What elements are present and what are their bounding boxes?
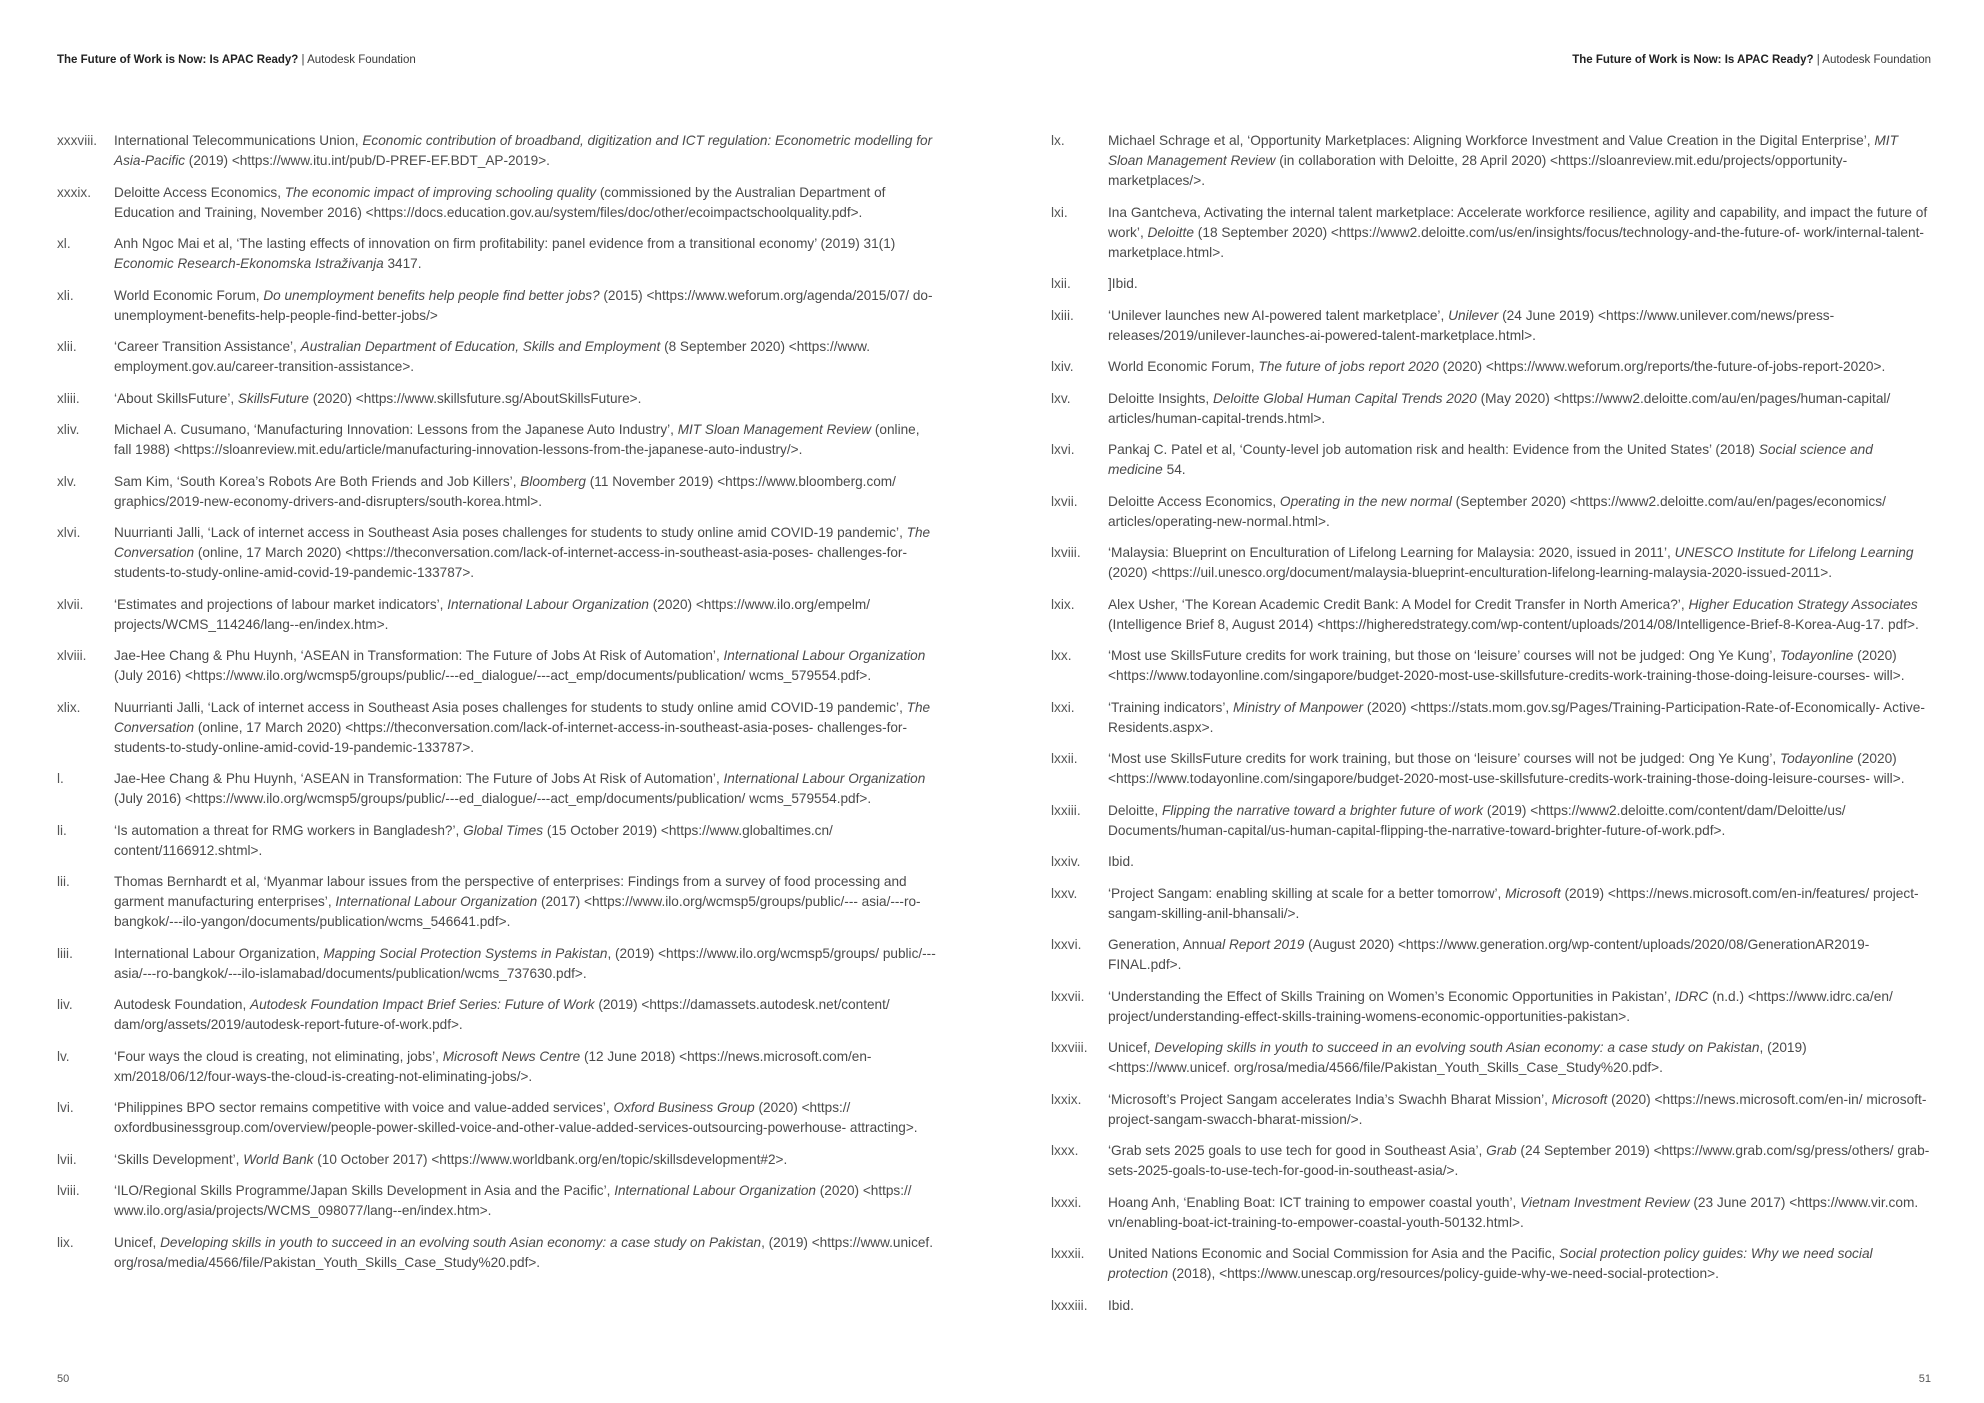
endnote-segment: (2020) <https://www.todayonline.com/singapore/budget-2020-most-use-skillsfuture-credits-work-training-those-doing-leisure-courses- will>.	[1108, 751, 1905, 786]
endnote-segment: 54.	[1162, 462, 1186, 477]
endnote-italic-segment: International Labour Organization	[723, 648, 926, 663]
endnote-item	[1051, 935, 1931, 975]
endnote-number: xliv.	[57, 422, 80, 437]
endnote-italic-segment: Deloitte	[1147, 224, 1194, 240]
endnote-segment: World Economic Forum,	[1108, 359, 1259, 374]
endnote-segment: Nuurrianti Jalli, ‘Lack of internet access in Southeast Asia poses challenges for students to study online amid COVID-19 pandemic’,	[114, 525, 907, 540]
endnote-text	[1108, 274, 1931, 294]
endnote-text	[114, 1233, 937, 1273]
endnote-item	[1051, 698, 1931, 738]
endnote-segment: Ibid.	[1108, 854, 1134, 869]
endnote-item	[1051, 1296, 1931, 1316]
endnote-segment: Ibid.	[1108, 1297, 1134, 1313]
endnote-italic-segment: Todayonline	[1780, 751, 1854, 766]
endnote-segment: 3417.	[383, 256, 422, 271]
endnote-number: lxiii.	[1051, 307, 1074, 323]
endnote-text	[114, 337, 937, 377]
endnote-text	[1108, 852, 1931, 872]
endnote-segment: (2018), <https://www.unescap.org/resources/policy-guide-why-we-need-social-protection>.	[1168, 1266, 1719, 1281]
endnote-number: lviii.	[57, 1183, 80, 1198]
endnote-text	[114, 472, 937, 512]
endnote-item	[57, 472, 937, 512]
endnote-number: xlix.	[57, 699, 81, 715]
endnote-italic-segment: Microsoft	[1505, 885, 1561, 901]
page-number-right: 51	[1918, 1373, 1931, 1385]
endnote-segment: Generation, Annu	[1108, 937, 1215, 952]
endnote-segment: Sam Kim, ‘South Korea’s Robots Are Both Friends and Job Killers’,	[114, 473, 521, 489]
endnote-segment: Deloitte Access Economics,	[114, 184, 285, 200]
page-left	[57, 0, 937, 1403]
endnote-segment: (May 2020) <https://www2.deloitte.com/au/en/pages/human-capital/ articles/human-capital-trends.html>.	[1108, 390, 1891, 426]
endnote-item	[57, 389, 937, 409]
endnote-text	[1108, 1141, 1931, 1181]
endnote-segment: ‘Skills Development’,	[114, 1151, 244, 1167]
endnote-italic-segment: International Labour Organization	[335, 894, 538, 909]
endnote-item	[1051, 389, 1931, 429]
header-title: The Future of Work is Now: Is APAC Ready?	[57, 54, 299, 66]
endnote-number: lix.	[57, 1234, 74, 1250]
endnote-text	[1108, 749, 1931, 789]
endnote-italic-segment: Todayonline	[1780, 648, 1854, 663]
endnote-text	[1108, 1090, 1931, 1130]
endnote-text	[114, 872, 937, 932]
endnote-number: lx.	[1051, 133, 1065, 148]
endnote-italic-segment: Developing skills in youth to succeed in an evolving south Asian economy: a case study on Pakistan	[160, 1234, 762, 1250]
endnote-segment: Autodesk Foundation,	[114, 997, 251, 1012]
endnote-item	[57, 944, 937, 984]
endnote-segment: (12 June 2018) <https://news.microsoft.com/en- xm/2018/06/12/four-ways-the-cloud-is-creating-not-eliminating-jobs/>.	[114, 1048, 872, 1084]
endnote-text	[1108, 935, 1931, 975]
endnote-text	[114, 420, 937, 460]
endnote-segment: Michael Schrage et al, ‘Opportunity Marketplaces: Aligning Workforce Investment and Value Creation in the Digital Enterprise’,	[1108, 133, 1875, 148]
endnote-italic-segment: Australian Department of Education, Skills and Employment	[300, 339, 661, 354]
endnote-text	[114, 183, 937, 223]
endnote-segment: ‘About SkillsFuture’,	[114, 390, 238, 406]
endnote-segment: Alex Usher, ‘The Korean Academic Credit Bank: A Model for Credit Transfer in North America?’,	[1108, 596, 1689, 612]
running-header-right	[1051, 54, 1931, 66]
endnote-item	[57, 769, 937, 809]
endnote-number: lii.	[57, 874, 70, 889]
endnote-italic-segment: Vietnam Investment Review	[1520, 1194, 1690, 1210]
page-right	[1051, 0, 1931, 1403]
endnote-item	[1051, 801, 1931, 841]
endnote-segment: Deloitte Insights,	[1108, 390, 1213, 406]
endnote-segment: ‘Project Sangam: enabling skilling at scale for a better tomorrow’,	[1108, 885, 1506, 901]
endnote-italic-segment: Social protection policy guides: Why we need social protection	[1108, 1246, 1873, 1281]
endnote-text	[1108, 884, 1931, 924]
endnote-italic-segment: Global Times	[463, 822, 544, 838]
endnote-item	[57, 995, 937, 1035]
endnote-item	[57, 420, 937, 460]
endnote-italic-segment: UNESCO Institute for Lifelong Learning	[1674, 545, 1914, 560]
endnote-italic-segment: al Report 2019	[1214, 937, 1305, 952]
endnote-item	[1051, 852, 1931, 872]
endnote-segment: (2019) <https://www.itu.int/pub/D-PREF-EF.BDT_AP-2019>.	[185, 153, 550, 168]
endnote-item	[1051, 274, 1931, 294]
endnote-segment: (online, 17 March 2020) <https://theconversation.com/lack-of-internet-access-in-southeast-asia-poses- challenges-for-students-to-study-online-amid-covid-19-pandemic-133787>.	[114, 545, 907, 580]
endnote-text	[1108, 357, 1931, 377]
endnote-item	[1051, 1090, 1931, 1130]
endnote-segment: ‘Training indicators’,	[1108, 699, 1234, 715]
endnote-item	[57, 872, 937, 932]
endnote-italic-segment: IDRC	[1674, 988, 1709, 1004]
endnote-segment: Deloitte,	[1108, 802, 1163, 818]
endnote-number: lxxiv.	[1051, 854, 1081, 869]
endnote-item	[57, 1098, 937, 1138]
endnote-italic-segment: International Labour Organization	[614, 1183, 816, 1198]
endnote-segment: Pankaj C. Patel et al, ‘County-level job automation risk and health: Evidence from the United States’ (2018)	[1108, 442, 1759, 457]
endnote-segment: , (2019) <https://www.unicef. org/rosa/media/4566/file/Pakistan_Youth_Skills_Case_Study%20.pdf>.	[114, 1234, 933, 1270]
endnote-number: lxi.	[1051, 204, 1068, 220]
endnote-segment: (2017) <https://www.ilo.org/wcmsp5/groups/public/--- asia/---ro-bangkok/---ilo-yangon/documents/publication/wcms_546641.pdf>.	[114, 894, 921, 929]
endnote-number: lxxii.	[1051, 751, 1078, 766]
endnote-number: lxv.	[1051, 390, 1071, 406]
endnote-item	[1051, 1193, 1931, 1233]
endnote-segment: (2020) <https://news.microsoft.com/en-in/ microsoft-project-sangam-swacch-bharat-mission/>.	[1108, 1091, 1927, 1127]
endnote-italic-segment: Autodesk Foundation Impact Brief Series: Future of Work	[250, 997, 595, 1012]
endnote-segment: ‘Four ways the cloud is creating, not eliminating, jobs’,	[114, 1048, 443, 1064]
endnote-number: xxxviii.	[57, 133, 98, 148]
endnote-number: xxxix.	[57, 184, 91, 200]
endnote-item	[57, 337, 937, 377]
endnote-text	[114, 1150, 937, 1170]
endnote-segment: International Telecommunications Union,	[114, 133, 363, 148]
endnote-item	[1051, 1141, 1931, 1181]
endnote-number: lv.	[57, 1048, 70, 1064]
endnote-item	[1051, 543, 1931, 583]
endnote-item	[1051, 357, 1931, 377]
endnote-text	[1108, 801, 1931, 841]
endnote-italic-segment: Unilever	[1448, 307, 1499, 323]
endnote-segment: (2020) <https://uil.unesco.org/document/malaysia-blueprint-enculturation-lifelong-learning-malaysia-2020-issued-2011>.	[1108, 565, 1833, 580]
endnote-italic-segment: The economic impact of improving schooling quality	[284, 184, 597, 200]
endnote-italic-segment: The Conversation	[114, 699, 931, 735]
endnote-item	[1051, 595, 1931, 635]
endnote-segment: (2020) <https://www.skillsfuture.sg/AboutSkillsFuture>.	[308, 390, 642, 406]
endnote-number: lxiv.	[1051, 359, 1074, 374]
endnote-text	[114, 1047, 937, 1087]
endnote-segment: (2019) <https://www2.deloitte.com/content/dam/Deloitte/us/ Documents/human-capital/us-human-capital-flipping-the-narrative-toward-brighter-future-of-work.pdf>.	[1108, 802, 1846, 838]
header-title: The Future of Work is Now: Is APAC Ready?	[1572, 54, 1814, 66]
page-number-left: 50	[57, 1373, 70, 1385]
endnote-item	[57, 131, 937, 171]
endnote-segment: (September 2020) <https://www2.deloitte.com/au/en/pages/economics/ articles/operating-new-normal.html>.	[1108, 493, 1886, 529]
endnote-number: xlii.	[57, 339, 77, 354]
endnote-italic-segment: International Labour Organization	[447, 596, 649, 612]
endnote-segment: Deloitte Access Economics,	[1108, 493, 1280, 509]
endnote-text	[1108, 987, 1931, 1027]
endnote-item	[1051, 1244, 1931, 1284]
endnote-item	[57, 234, 937, 274]
endnote-item	[1051, 306, 1931, 346]
endnote-item	[1051, 131, 1931, 191]
endnote-text	[1108, 595, 1931, 635]
endnotes-list-right	[1051, 131, 1931, 1327]
endnote-italic-segment: SkillsFuture	[237, 390, 309, 406]
endnote-italic-segment: Mapping Social Protection Systems in Pakistan	[323, 945, 608, 961]
endnote-segment: (2015) <https://www.weforum.org/agenda/2015/07/ do-unemployment-benefits-help-people-find-better-jobs/>	[114, 287, 933, 323]
header-separator: |	[1816, 54, 1820, 66]
endnote-text	[1108, 131, 1931, 191]
endnote-segment: (2020) <https:// oxfordbusinessgroup.com/overview/people-power-skilled-voice-and-other-value-added-services-outsourcing-powerhouse- attracting>.	[114, 1100, 918, 1135]
endnote-segment: Michael A. Cusumano, ‘Manufacturing Innovation: Lessons from the Japanese Auto Industry’,	[114, 422, 678, 437]
endnote-item	[57, 183, 937, 223]
endnote-text	[1108, 1244, 1931, 1284]
endnote-segment: Unicef,	[114, 1234, 161, 1250]
endnote-segment: (n.d.) <https://www.idrc.ca/en/ project/understanding-effect-skills-training-womens-economic-opportunities-pakistan>.	[1108, 988, 1893, 1024]
endnote-segment: (2020) <https://www.todayonline.com/singapore/budget-2020-most-use-skillsfuture-credits-work-training-those-doing-leisure-courses- will>.	[1108, 648, 1905, 683]
endnote-number: lxxvii.	[1051, 988, 1085, 1004]
endnote-number: xlvii.	[57, 596, 84, 612]
endnote-segment: United Nations Economic and Social Commission for Asia and the Pacific,	[1108, 1246, 1560, 1261]
endnote-number: lxx.	[1051, 648, 1072, 663]
endnote-segment: Anh Ngoc Mai et al, ‘The lasting effects of innovation on firm profitability: panel evidence from a transitional economy’ (2019) 31(1)	[114, 236, 896, 251]
endnote-number: lvi.	[57, 1100, 74, 1115]
endnote-number: liii.	[57, 945, 73, 961]
endnote-segment: (10 October 2017) <https://www.worldbank.org/en/topic/skillsdevelopment#2>.	[313, 1151, 788, 1167]
endnote-segment: ‘ILO/Regional Skills Programme/Japan Skills Development in Asia and the Pacific’,	[114, 1183, 615, 1198]
endnote-segment: (24 September 2019) <https://www.grab.com/sg/press/others/ grab-sets-2025-goals-to-use-tech-for-good-in-southeast-asia/>.	[1108, 1143, 1930, 1178]
endnote-italic-segment: The future of jobs report 2020	[1258, 359, 1439, 374]
endnote-segment: (in collaboration with Deloitte, 28 April 2020) <https://sloanreview.mit.edu/projects/opportunity- marketplaces/>.	[1108, 153, 1848, 188]
endnote-text	[1108, 1296, 1931, 1316]
endnote-segment: ‘Career Transition Assistance’,	[114, 339, 301, 354]
endnote-italic-segment: Operating in the new normal	[1279, 493, 1452, 509]
endnote-number: lxxxi.	[1051, 1194, 1082, 1210]
endnote-text	[114, 821, 937, 861]
endnote-segment: (15 October 2019) <https://www.globaltimes.cn/ content/1166912.shtml>.	[114, 822, 833, 858]
endnote-item	[1051, 492, 1931, 532]
header-org: Autodesk Foundation	[1822, 54, 1931, 66]
endnote-text	[114, 698, 937, 758]
endnote-item	[57, 1150, 937, 1170]
endnote-item	[1051, 1038, 1931, 1078]
endnote-text	[1108, 389, 1931, 429]
endnote-number: lxxix.	[1051, 1091, 1082, 1107]
endnote-segment: ‘Estimates and projections of labour market indicators’,	[114, 596, 448, 612]
endnote-text	[1108, 1193, 1931, 1233]
endnote-segment: (August 2020) <https://www.generation.org/wp-content/uploads/2020/08/GenerationAR2019- FINAL.pdf>.	[1108, 937, 1870, 972]
endnote-number: lxxx.	[1051, 1143, 1079, 1158]
endnote-segment: World Economic Forum,	[114, 287, 264, 303]
endnote-text	[114, 1098, 937, 1138]
endnote-segment: (24 June 2019) <https://www.unilever.com/news/press- releases/2019/unilever-launches-ai-powered-talent-marketplace.html>.	[1108, 307, 1835, 343]
endnote-text	[1108, 203, 1931, 263]
header-org: Autodesk Foundation	[307, 54, 416, 66]
endnote-text	[114, 595, 937, 635]
endnote-italic-segment: Social science and medicine	[1108, 442, 1873, 477]
endnote-item	[1051, 749, 1931, 789]
endnote-segment: (Intelligence Brief 8, August 2014) <https://higheredstrategy.com/wp-content/uploads/2014/08/Intelligence-Brief-8-Korea-Aug-17. pdf>.	[1108, 616, 1919, 632]
endnote-italic-segment: MIT Sloan Management Review	[1108, 133, 1898, 168]
endnote-segment: (23 June 2017) <https://www.vir.com. vn/enabling-boat-ict-training-to-empower-coastal-youth-50132.html>.	[1108, 1194, 1919, 1230]
endnote-segment: (online, fall 1988) <https://sloanreview.mit.edu/article/manufacturing-innovation-lessons-from-the-japanese-auto-industry/>.	[114, 422, 920, 457]
endnote-text	[114, 646, 937, 686]
endnote-item	[57, 821, 937, 861]
endnote-number: lxxxiii.	[1051, 1297, 1088, 1313]
endnote-number: lxxvi.	[1051, 937, 1082, 952]
endnote-segment: (2020) <https://www.ilo.org/empelm/ projects/WCMS_114246/lang--en/index.htm>.	[114, 596, 870, 632]
endnote-segment: ‘Microsoft’s Project Sangam accelerates India’s Swachh Bharat Mission’,	[1108, 1091, 1552, 1107]
endnote-segment: ‘Grab sets 2025 goals to use tech for good in Southeast Asia’,	[1108, 1143, 1487, 1158]
endnote-item	[57, 698, 937, 758]
endnote-segment: (July 2016) <https://www.ilo.org/wcmsp5/groups/public/---ed_dialogue/---act_emp/documents/publication/ wcms_579554.pdf>.	[114, 791, 872, 806]
endnote-number: lxxviii.	[1051, 1040, 1088, 1055]
endnote-text	[1108, 1038, 1931, 1078]
endnote-text	[1108, 492, 1931, 532]
endnote-number: li.	[57, 822, 67, 838]
endnote-number: lxvii.	[1051, 493, 1078, 509]
endnote-segment: (2020) <https:// www.ilo.org/asia/projects/WCMS_098077/lang--en/index.htm>.	[114, 1183, 912, 1218]
endnote-number: lvii.	[57, 1151, 77, 1167]
endnote-segment: Ina Gantcheva, Activating the internal talent marketplace: Accelerate workforce resilience, agility and capability, and impact the future of work’,	[1108, 204, 1928, 240]
endnote-segment: (11 November 2019) <https://www.bloomberg.com/ graphics/2019-new-economy-drivers-and-disrupters/south-korea.html>.	[114, 473, 896, 509]
endnote-italic-segment: The Conversation	[114, 525, 931, 560]
endnote-segment: ‘Is automation a threat for RMG workers in Bangladesh?’,	[114, 822, 464, 838]
endnote-text	[114, 286, 937, 326]
endnote-item	[57, 286, 937, 326]
endnote-segment: Jae-Hee Chang & Phu Huynh, ‘ASEAN in Transformation: The Future of Jobs At Risk of Automation’,	[114, 648, 724, 663]
endnote-number: liv.	[57, 997, 73, 1012]
endnote-segment: (July 2016) <https://www.ilo.org/wcmsp5/groups/public/---ed_dialogue/---act_emp/documents/publication/ wcms_579554.pdf>.	[114, 668, 872, 683]
endnote-text	[1108, 440, 1931, 480]
endnote-segment: , (2019) <https://www.unicef. org/rosa/media/4566/file/Pakistan_Youth_Skills_Case_Study%20.pdf>.	[1108, 1040, 1807, 1075]
endnote-number: lxxi.	[1051, 699, 1075, 715]
endnote-segment: Nuurrianti Jalli, ‘Lack of internet access in Southeast Asia poses challenges for students to study online amid COVID-19 pandemic’,	[114, 699, 907, 715]
endnote-italic-segment: International Labour Organization	[723, 771, 926, 786]
endnote-italic-segment: Oxford Business Group	[613, 1100, 755, 1115]
endnote-number: xliii.	[57, 390, 80, 406]
endnote-item	[1051, 203, 1931, 263]
endnote-segment: Hoang Anh, ‘Enabling Boat: ICT training to empower coastal youth’,	[1108, 1194, 1521, 1210]
endnote-italic-segment: Microsoft News Centre	[442, 1048, 581, 1064]
endnote-segment: (2019) <https://damassets.autodesk.net/content/ dam/org/assets/2019/autodesk-report-future-of-work.pdf>.	[114, 997, 890, 1032]
endnote-text	[114, 234, 937, 274]
endnote-item	[57, 523, 937, 583]
endnote-number: l.	[57, 771, 64, 786]
endnote-segment: (8 September 2020) <https://www. employment.gov.au/career-transition-assistance>.	[114, 339, 870, 374]
endnote-item	[1051, 440, 1931, 480]
endnote-segment: Unicef,	[1108, 1040, 1155, 1055]
endnote-segment: (commissioned by the Australian Department of Education and Training, November 2016) <https://docs.education.gov.au/system/files/doc/other/ecoimpactschoolquality.pdf>.	[114, 184, 886, 220]
endnote-segment: (18 September 2020) <https://www2.deloitte.com/us/en/insights/focus/technology-and-the-future-of- work/internal-talent-marketplace.html>.	[1108, 224, 1924, 260]
endnote-item	[57, 595, 937, 635]
endnote-text	[114, 131, 937, 171]
endnote-item	[57, 646, 937, 686]
endnote-text	[1108, 698, 1931, 738]
endnote-number: xl.	[57, 236, 71, 251]
endnote-text	[114, 769, 937, 809]
endnote-text	[114, 944, 937, 984]
endnote-italic-segment: Ministry of Manpower	[1233, 699, 1364, 715]
endnote-italic-segment: Grab	[1486, 1143, 1517, 1158]
endnote-italic-segment: Deloitte Global Human Capital Trends 2020	[1213, 390, 1477, 406]
endnote-segment: , (2019) <https://www.ilo.org/wcmsp5/groups/ public/---asia/---ro-bangkok/---ilo-islamabad/documents/publication/wcms_737630.pdf>.	[114, 945, 936, 981]
endnote-italic-segment: World Bank	[243, 1151, 314, 1167]
endnote-item	[57, 1233, 937, 1273]
endnote-number: lxvi.	[1051, 442, 1075, 457]
endnote-italic-segment: Do unemployment benefits help people find better jobs?	[263, 287, 600, 303]
endnote-number: xlvi.	[57, 525, 81, 540]
endnote-item	[57, 1181, 937, 1221]
endnote-segment: (online, 17 March 2020) <https://theconversation.com/lack-of-internet-access-in-southeast-asia-poses- challenges-for-students-to-study-online-amid-covid-19-pandemic-133787>.	[114, 719, 907, 755]
endnote-number: lxxiii.	[1051, 802, 1081, 818]
endnote-text	[114, 995, 937, 1035]
endnote-number: xli.	[57, 287, 74, 303]
endnote-italic-segment: MIT Sloan Management Review	[677, 422, 872, 437]
endnote-segment: Thomas Bernhardt et al, ‘Myanmar labour issues from the perspective of enterprises: Findings from a survey of food processing and garment manufacturing enterprises’,	[114, 874, 907, 909]
endnote-segment: (2020) <https://stats.mom.gov.sg/Pages/Training-Participation-Rate-of-Economically- Active-Residents.aspx>.	[1108, 699, 1925, 735]
endnote-italic-segment: Bloomberg	[520, 473, 586, 489]
endnote-segment: ‘Most use SkillsFuture credits for work training, but those on ‘leisure’ courses will not be judged: Ong Ye Kung’,	[1108, 648, 1781, 663]
endnote-text	[1108, 543, 1931, 583]
endnote-segment: ‘Philippines BPO sector remains competitive with voice and value-added services’,	[114, 1100, 614, 1115]
endnote-item	[1051, 884, 1931, 924]
endnote-italic-segment: Higher Education Strategy Associates	[1688, 596, 1918, 612]
endnote-segment: ‘Malaysia: Blueprint on Enculturation of Lifelong Learning for Malaysia: 2020, issued in 2011’,	[1108, 545, 1675, 560]
endnote-number: xlv.	[57, 473, 77, 489]
endnote-item	[1051, 646, 1931, 686]
endnote-italic-segment: Economic Research-Ekonomska Istraživanja	[114, 256, 384, 271]
endnote-italic-segment: Flipping the narrative toward a brighter future of work	[1162, 802, 1484, 818]
endnotes-list-left	[57, 131, 937, 1284]
endnote-text	[114, 389, 937, 409]
endnote-number: lxxv.	[1051, 885, 1078, 901]
endnote-italic-segment: Microsoft	[1551, 1091, 1608, 1107]
endnote-segment: (2019) <https://news.microsoft.com/en-in/features/ project-sangam-skilling-anil-bhansali/>.	[1108, 885, 1919, 921]
endnote-number: xlviii.	[57, 648, 87, 663]
endnote-segment: (2020) <https://www.weforum.org/reports/the-future-of-jobs-report-2020>.	[1438, 359, 1886, 374]
endnote-number: lxviii.	[1051, 545, 1081, 560]
endnote-number: lxii.	[1051, 276, 1071, 291]
endnote-text	[1108, 306, 1931, 346]
endnote-number: lxxxii.	[1051, 1246, 1085, 1261]
endnote-text	[1108, 646, 1931, 686]
endnote-segment: Jae-Hee Chang & Phu Huynh, ‘ASEAN in Transformation: The Future of Jobs At Risk of Automation’,	[114, 771, 724, 786]
endnote-segment: International Labour Organization,	[114, 945, 324, 961]
endnote-italic-segment: Economic contribution of broadband, digitization and ICT regulation: Econometric modelling for Asia-Pacific	[114, 133, 933, 168]
header-separator: |	[301, 54, 305, 66]
endnote-segment: ]Ibid.	[1108, 276, 1138, 291]
endnote-item	[1051, 987, 1931, 1027]
running-header-left	[57, 54, 937, 66]
endnote-number: lxix.	[1051, 596, 1075, 612]
endnote-item	[57, 1047, 937, 1087]
endnote-segment: ‘Understanding the Effect of Skills Training on Women’s Economic Opportunities in Pakistan’,	[1108, 988, 1675, 1004]
endnote-segment: ‘Unilever launches new AI-powered talent marketplace’,	[1108, 307, 1449, 323]
endnote-text	[114, 523, 937, 583]
endnote-text	[114, 1181, 937, 1221]
endnote-italic-segment: Developing skills in youth to succeed in an evolving south Asian economy: a case study on Pakistan	[1154, 1040, 1760, 1055]
endnote-segment: ‘Most use SkillsFuture credits for work training, but those on ‘leisure’ courses will not be judged: Ong Ye Kung’,	[1108, 751, 1781, 766]
